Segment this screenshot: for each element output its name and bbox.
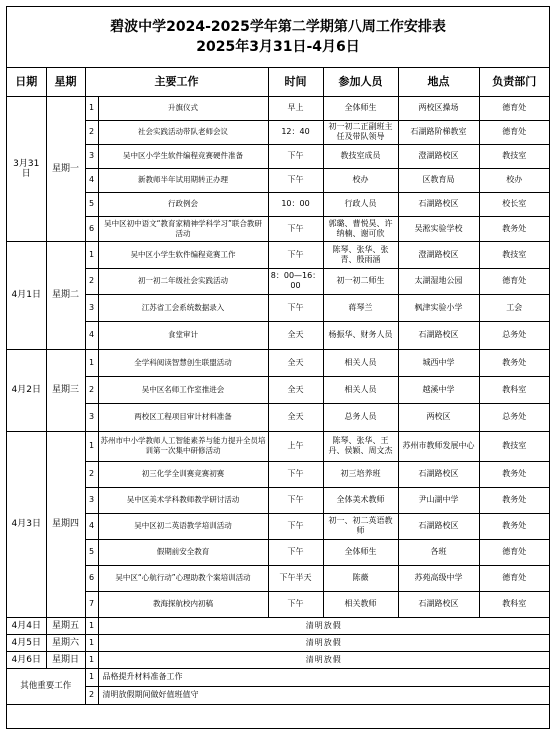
task-cell: 吴中区小学生软件编程竞赛工作 — [98, 241, 268, 268]
header-weekday: 星期 — [46, 68, 85, 96]
row-number: 6 — [85, 565, 98, 591]
place-cell: 城西中学 — [398, 349, 479, 376]
time-cell: 下午 — [268, 591, 323, 617]
dept-cell: 教技室 — [479, 144, 549, 168]
time-cell: 8：00—16：00 — [268, 268, 323, 294]
table-row — [7, 461, 549, 487]
row-number: 6 — [85, 216, 98, 241]
title-block — [7, 7, 549, 68]
date-cell: 4月6日 — [7, 651, 46, 668]
time-cell: 下午 — [268, 539, 323, 565]
table-row — [7, 294, 549, 321]
time-cell: 下午 — [268, 168, 323, 192]
people-cell: 初一初二正副班主任及带队领导 — [323, 120, 398, 144]
people-cell: 行政人员 — [323, 192, 398, 216]
task-cell: 吴中区初二英语教学培训活动 — [98, 513, 268, 539]
holiday-row — [7, 651, 549, 668]
row-number: 5 — [85, 539, 98, 565]
holiday-row — [7, 617, 549, 634]
task-cell: 江苏省工会系统数据录入 — [98, 294, 268, 321]
row-number: 4 — [85, 513, 98, 539]
date-cell: 4月1日 — [7, 241, 46, 349]
weekday-cell: 星期五 — [46, 617, 85, 634]
task-cell: 吴中区美术学科教师教学研讨活动 — [98, 487, 268, 513]
table-row — [7, 513, 549, 539]
task-cell: 升旗仪式 — [98, 96, 268, 120]
time-cell: 下午 — [268, 487, 323, 513]
row-number: 1 — [85, 617, 98, 634]
time-cell: 全天 — [268, 321, 323, 349]
people-cell: 陈琴、张华、王丹、侯颖、周文杰 — [323, 431, 398, 461]
dept-cell: 教务处 — [479, 216, 549, 241]
row-number: 4 — [85, 168, 98, 192]
people-cell: 初一、初二英语教师 — [323, 513, 398, 539]
holiday-cell: 清明放假 — [98, 651, 549, 668]
table-row — [7, 403, 549, 431]
dept-cell: 德育处 — [479, 268, 549, 294]
place-cell: 枫津实验小学 — [398, 294, 479, 321]
date-cell: 4月5日 — [7, 634, 46, 651]
header-date: 日期 — [7, 68, 46, 96]
task-cell: 吴中区初中语文“教育家精神学科学习”联合教研活动 — [98, 216, 268, 241]
people-cell: 总务人员 — [323, 403, 398, 431]
schedule-sheet — [6, 6, 550, 729]
page-title: 碧波中学2024-2025学年第二学期第八周工作安排表 — [110, 19, 446, 35]
page-subtitle-date-range: 2025年3月31日-4月6日 — [196, 39, 360, 55]
place-cell: 石湖路校区 — [398, 321, 479, 349]
people-cell: 初一初二师生 — [323, 268, 398, 294]
weekday-cell: 星期二 — [46, 241, 85, 349]
header-dept: 负责部门 — [479, 68, 549, 96]
date-cell: 4月3日 — [7, 431, 46, 617]
task-cell: 社会实践活动带队老师会议 — [98, 120, 268, 144]
table-row — [7, 539, 549, 565]
place-cell: 苏苑高级中学 — [398, 565, 479, 591]
row-number: 1 — [85, 668, 98, 686]
task-cell: 食堂审计 — [98, 321, 268, 349]
date-cell: 4月2日 — [7, 349, 46, 431]
task-cell: 全学科阅读智慧创生联盟活动 — [98, 349, 268, 376]
row-number: 7 — [85, 591, 98, 617]
header-row — [7, 68, 549, 96]
table-row — [7, 376, 549, 403]
place-cell: 两校区 — [398, 403, 479, 431]
people-cell: 陈薇 — [323, 565, 398, 591]
dept-cell: 教务处 — [479, 461, 549, 487]
other-work-item: 品格提升材料准备工作 — [98, 668, 549, 686]
dept-cell: 工会 — [479, 294, 549, 321]
row-number: 2 — [85, 686, 98, 704]
time-cell: 上午 — [268, 431, 323, 461]
row-number: 1 — [85, 96, 98, 120]
row-number: 5 — [85, 192, 98, 216]
other-work-row — [7, 668, 549, 686]
place-cell: 尹山湖中学 — [398, 487, 479, 513]
dept-cell: 德育处 — [479, 120, 549, 144]
time-cell: 12：40 — [268, 120, 323, 144]
row-number: 2 — [85, 376, 98, 403]
row-number: 3 — [85, 487, 98, 513]
other-work-row — [7, 686, 549, 704]
table-row — [7, 431, 549, 461]
table-row — [7, 268, 549, 294]
task-cell: 苏州市中小学教师人工智能素养与能力提升全员培训第一次集中研修活动 — [98, 431, 268, 461]
people-cell: 蒋琴兰 — [323, 294, 398, 321]
time-cell: 下午半天 — [268, 565, 323, 591]
people-cell: 初三培养班 — [323, 461, 398, 487]
time-cell: 下午 — [268, 294, 323, 321]
place-cell: 石湖路阶梯教室 — [398, 120, 479, 144]
row-number: 1 — [85, 651, 98, 668]
row-number: 1 — [85, 634, 98, 651]
weekday-cell: 星期日 — [46, 651, 85, 668]
time-cell: 下午 — [268, 461, 323, 487]
people-cell: 相关教师 — [323, 591, 398, 617]
header-task: 主要工作 — [85, 68, 268, 96]
table-row — [7, 349, 549, 376]
dept-cell: 校长室 — [479, 192, 549, 216]
dept-cell: 教科室 — [479, 376, 549, 403]
holiday-row — [7, 634, 549, 651]
place-cell: 吴淞实验学校 — [398, 216, 479, 241]
table-row — [7, 591, 549, 617]
time-cell: 下午 — [268, 513, 323, 539]
dept-cell: 教科室 — [479, 591, 549, 617]
dept-cell: 教务处 — [479, 487, 549, 513]
dept-cell: 德育处 — [479, 565, 549, 591]
table-row — [7, 168, 549, 192]
row-number: 3 — [85, 144, 98, 168]
header-people: 参加人员 — [323, 68, 398, 96]
table-row — [7, 96, 549, 120]
table-row — [7, 487, 549, 513]
holiday-cell: 清明放假 — [98, 634, 549, 651]
time-cell: 下午 — [268, 216, 323, 241]
people-cell: 全体师生 — [323, 539, 398, 565]
place-cell: 石湖路校区 — [398, 461, 479, 487]
dept-cell: 教技室 — [479, 241, 549, 268]
time-cell: 10：00 — [268, 192, 323, 216]
dept-cell: 教务处 — [479, 513, 549, 539]
dept-cell: 教技室 — [479, 431, 549, 461]
row-number: 1 — [85, 241, 98, 268]
date-cell: 3月31日 — [7, 96, 46, 241]
task-cell: 初一初二年级社会实践活动 — [98, 268, 268, 294]
holiday-cell: 清明放假 — [98, 617, 549, 634]
other-work-item: 清明放假期间做好值班值守 — [98, 686, 549, 704]
table-row — [7, 321, 549, 349]
place-cell: 越溪中学 — [398, 376, 479, 403]
dept-cell: 德育处 — [479, 96, 549, 120]
table-row — [7, 192, 549, 216]
people-cell: 全体师生 — [323, 96, 398, 120]
dept-cell: 总务处 — [479, 403, 549, 431]
row-number: 2 — [85, 268, 98, 294]
time-cell: 全天 — [268, 376, 323, 403]
people-cell: 陈琴、张华、张青、殷雨涵 — [323, 241, 398, 268]
row-number: 3 — [85, 294, 98, 321]
table-row — [7, 565, 549, 591]
people-cell: 教技室成员 — [323, 144, 398, 168]
task-cell: 新教师半年试用期转正办理 — [98, 168, 268, 192]
time-cell: 全天 — [268, 403, 323, 431]
place-cell: 两校区操场 — [398, 96, 479, 120]
dept-cell: 校办 — [479, 168, 549, 192]
task-cell: 假期前安全教育 — [98, 539, 268, 565]
row-number: 4 — [85, 321, 98, 349]
dept-cell: 总务处 — [479, 321, 549, 349]
people-cell: 相关人员 — [323, 349, 398, 376]
place-cell: 石湖路校区 — [398, 513, 479, 539]
place-cell: 澄湖路校区 — [398, 241, 479, 268]
people-cell: 全体美术教师 — [323, 487, 398, 513]
row-number: 1 — [85, 349, 98, 376]
place-cell: 各班 — [398, 539, 479, 565]
place-cell: 苏州市教师发展中心 — [398, 431, 479, 461]
weekday-cell: 星期一 — [46, 96, 85, 241]
task-cell: 吴中区“心航行动”心理助教个案培训活动 — [98, 565, 268, 591]
schedule-table — [7, 68, 549, 705]
dept-cell: 德育处 — [479, 539, 549, 565]
dept-cell: 教务处 — [479, 349, 549, 376]
header-place: 地点 — [398, 68, 479, 96]
task-cell: 行政例会 — [98, 192, 268, 216]
place-cell: 区教育局 — [398, 168, 479, 192]
table-row — [7, 120, 549, 144]
other-work-label: 其他重要工作 — [7, 668, 85, 704]
time-cell: 早上 — [268, 96, 323, 120]
people-cell: 郭璐、曹悦昊、许纳楠、谢可欣 — [323, 216, 398, 241]
table-row — [7, 241, 549, 268]
weekday-cell: 星期四 — [46, 431, 85, 617]
people-cell: 杨振华、财务人员 — [323, 321, 398, 349]
task-cell: 初三化学全训赛竞赛初赛 — [98, 461, 268, 487]
row-number: 1 — [85, 431, 98, 461]
row-number: 2 — [85, 120, 98, 144]
row-number: 2 — [85, 461, 98, 487]
time-cell: 下午 — [268, 144, 323, 168]
table-row — [7, 144, 549, 168]
task-cell: 吴中区小学生软件编程竞赛硬件准备 — [98, 144, 268, 168]
header-time: 时间 — [268, 68, 323, 96]
weekday-cell: 星期六 — [46, 634, 85, 651]
time-cell: 全天 — [268, 349, 323, 376]
row-number: 3 — [85, 403, 98, 431]
people-cell: 校办 — [323, 168, 398, 192]
table-row — [7, 216, 549, 241]
weekday-cell: 星期三 — [46, 349, 85, 431]
task-cell: 教海探航校内初稿 — [98, 591, 268, 617]
time-cell: 下午 — [268, 241, 323, 268]
place-cell: 石湖路校区 — [398, 192, 479, 216]
place-cell: 太湖湿地公园 — [398, 268, 479, 294]
place-cell: 澄湖路校区 — [398, 144, 479, 168]
task-cell: 两校区工程项目审计材料准备 — [98, 403, 268, 431]
place-cell: 石湖路校区 — [398, 591, 479, 617]
date-cell: 4月4日 — [7, 617, 46, 634]
task-cell: 吴中区名师工作室推进会 — [98, 376, 268, 403]
people-cell: 相关人员 — [323, 376, 398, 403]
